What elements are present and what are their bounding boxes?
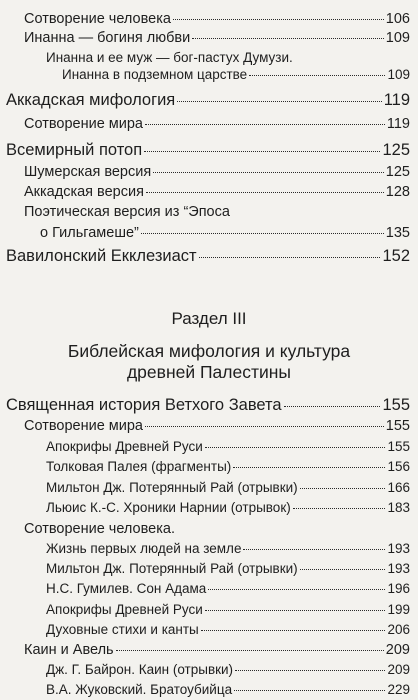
- toc-entry-page: 135: [385, 225, 410, 241]
- dot-leader: [146, 192, 384, 193]
- toc-entry: [24, 642, 410, 658]
- dot-leader: [192, 38, 384, 39]
- toc-entry: [46, 602, 410, 617]
- toc-entry-page: 156: [387, 459, 410, 474]
- toc-entry: [46, 500, 410, 515]
- dot-leader: [208, 589, 385, 590]
- toc-entry-page: 199: [387, 602, 410, 617]
- toc-entry-title: Сотворение мира: [24, 116, 143, 132]
- toc-entry-title: Мильтон Дж. Потерянный Рай (отрывки): [46, 480, 298, 495]
- toc-entry: [46, 480, 410, 495]
- toc-entry: [62, 67, 410, 82]
- toc-entry: [40, 225, 410, 241]
- toc-entry-title: Священная история Ветхого Завета: [6, 396, 282, 414]
- toc-entry-page: 183: [387, 500, 410, 515]
- dot-leader: [177, 101, 381, 102]
- toc-entry: [24, 116, 410, 132]
- section-title-line2: древней Палестины: [126, 362, 292, 382]
- toc-entry: [46, 561, 410, 576]
- toc-entry-title: Шумерская версия: [24, 164, 152, 180]
- toc-entry: [24, 164, 410, 180]
- toc-entry-page: 206: [387, 622, 410, 637]
- toc-entry-title: В.А. Жуковский. Братоубийца: [46, 682, 233, 697]
- toc-entry-page: 209: [387, 662, 410, 677]
- toc-entry-page: 155: [387, 439, 410, 454]
- toc-entry-page: 155: [382, 396, 410, 414]
- toc-entry: [6, 396, 410, 415]
- dot-leader: [249, 75, 385, 76]
- dot-leader: [173, 19, 384, 20]
- toc-entry-page: 209: [385, 642, 410, 658]
- toc-entry-title: Инанна и ее муж — бог-пастух Думузи.: [46, 50, 293, 65]
- toc-entry: [46, 581, 410, 596]
- toc-entry: [24, 11, 410, 27]
- toc-entry-title: Мильтон Дж. Потерянный Рай (отрывки): [46, 561, 298, 576]
- toc-entry-page: 125: [385, 164, 410, 180]
- dot-leader: [199, 257, 381, 258]
- toc-entry-title: Инанна в подземном царстве: [62, 67, 248, 82]
- toc-entry: [46, 439, 410, 454]
- dot-leader: [205, 447, 386, 448]
- toc-entry-page: 106: [385, 11, 410, 27]
- toc-entry-title: Толковая Палея (фрагменты): [46, 459, 232, 474]
- dot-leader: [300, 569, 386, 570]
- toc-entry-title: Сотворение человека.: [24, 521, 175, 537]
- toc-entry-title: Льюис К.-С. Хроники Нарнии (отрывок): [46, 500, 291, 515]
- toc-entry-page: 196: [387, 581, 410, 596]
- toc-entry: [24, 184, 410, 200]
- toc-entry-page: 128: [385, 184, 410, 200]
- toc-entry-page: 229: [387, 682, 410, 697]
- dot-leader: [293, 508, 386, 509]
- toc-entry-page: 193: [387, 541, 410, 556]
- toc-entry-title: Всемирный потоп: [6, 141, 143, 159]
- toc-entry-page: 166: [387, 480, 410, 495]
- toc-entry-page: 109: [387, 67, 410, 82]
- section-number: Раздел III: [171, 309, 247, 328]
- toc-entry-title: Каин и Авель: [24, 642, 114, 658]
- toc-entry-title: о Гильгамеше”: [40, 225, 139, 241]
- dot-leader: [141, 233, 384, 234]
- toc-entry-title: Апокрифы Древней Руси: [46, 439, 203, 454]
- dot-leader: [145, 426, 384, 427]
- dot-leader: [300, 488, 386, 489]
- toc-entry-title: Жизнь первых людей на земле: [46, 541, 242, 556]
- dot-leader: [234, 690, 385, 691]
- dot-leader: [201, 630, 386, 631]
- toc-entry: [6, 91, 410, 110]
- toc-entry: [46, 662, 410, 677]
- toc-entry-page: 193: [387, 561, 410, 576]
- toc-entry-page: 119: [383, 91, 410, 109]
- dot-leader: [233, 467, 385, 468]
- toc-entry-page: 119: [386, 116, 410, 132]
- toc-entry-title: Аккадская мифология: [6, 91, 176, 109]
- dot-leader: [153, 172, 384, 173]
- toc-entry-page: 155: [385, 418, 410, 434]
- toc-entry: [46, 541, 410, 556]
- toc-entry-title: Поэтическая версия из “Эпоса: [24, 204, 230, 220]
- toc-entry: [24, 30, 410, 46]
- dot-leader: [284, 406, 381, 407]
- toc-entry-title: Сотворение человека: [24, 11, 171, 27]
- toc-entry-page: 125: [382, 141, 410, 159]
- toc-entry: [46, 459, 410, 474]
- toc-entry-page: 152: [382, 247, 410, 265]
- toc-entry: [6, 141, 410, 160]
- dot-leader: [116, 650, 384, 651]
- toc-entry: [46, 682, 410, 697]
- toc-entry-page: 109: [385, 30, 410, 46]
- toc-entry: [46, 622, 410, 637]
- toc-entry-title: Н.С. Гумилев. Сон Адама: [46, 581, 207, 596]
- dot-leader: [205, 610, 386, 611]
- dot-leader: [144, 151, 380, 152]
- toc-entry: [24, 418, 410, 434]
- toc-entry-title: Сотворение мира: [24, 418, 143, 434]
- toc-entry-title: Инанна — богиня любви: [24, 30, 191, 46]
- dot-leader: [243, 549, 385, 550]
- toc-entry-title: Апокрифы Древней Руси: [46, 602, 203, 617]
- toc-entry-title: Аккадская версия: [24, 184, 144, 200]
- toc-entry-title: Дж. Г. Байрон. Каин (отрывки): [46, 662, 234, 677]
- toc-entry: [6, 247, 410, 266]
- toc-entry-title: Вавилонский Екклезиаст: [6, 247, 197, 265]
- section-title-line1: Библейская мифология и культура: [67, 341, 351, 361]
- dot-leader: [145, 124, 385, 125]
- toc-entry-title: Духовные стихи и канты: [46, 622, 199, 637]
- dot-leader: [235, 670, 385, 671]
